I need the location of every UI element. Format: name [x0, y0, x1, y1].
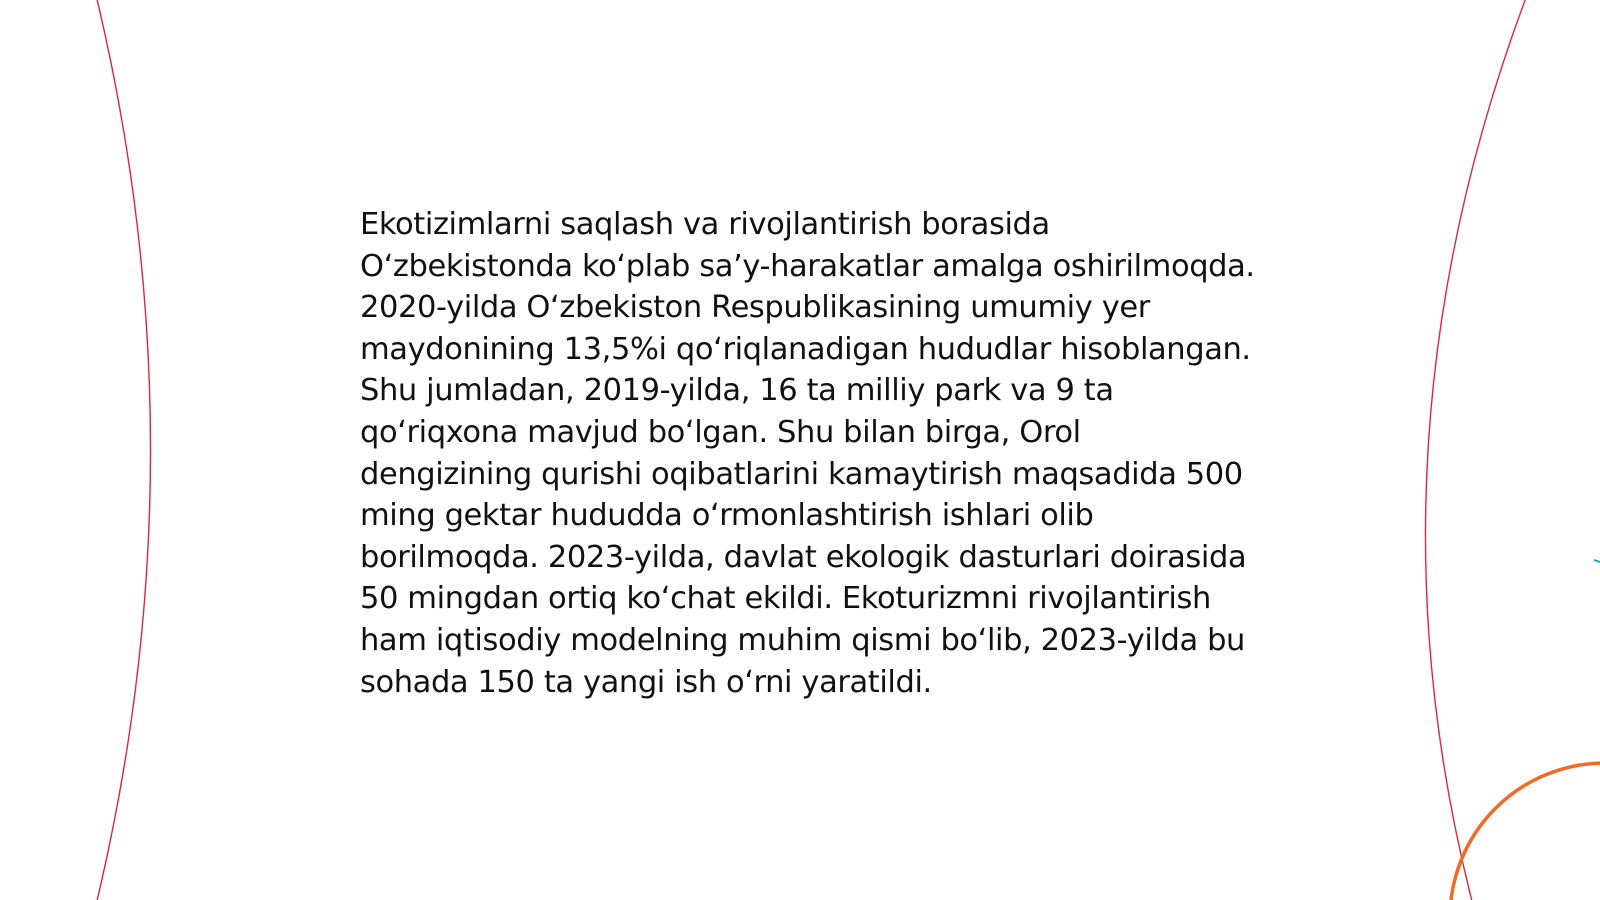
right-arc-curve — [1425, 0, 1527, 900]
teal-tick-accent — [1594, 560, 1600, 562]
body-paragraph: Ekotizimlarni saqlash va rivojlantirish borasida O‘zbekistonda ko‘plab sa’y-harakatlar amalga oshirilmoqda. 2020-yilda O‘zbekiston Respublikasining umumiy yer maydonining 13,5%i qo‘riqlanadigan hududlar hisoblangan. Shu jumladan, 2019-yilda, 16 ta milliy park va 9 ta qo‘riqxona mavjud bo‘lgan. Shu bilan birga, Orol dengizining qurishi oqibatlarini kamaytirish maqsadida 500 ming gektar hududda o‘rmonlashtirish ishlari olib borilmoqda. 2023-yilda, davlat ekologik dasturlari doirasida 50 mingdan ortiq ko‘chat ekildi. Ekoturizmni rivojlantirish ham iqtisodiy modelning muhim qismi bo‘lib, 2023-yilda bu sohada 150 ta yangi ish o‘rni yaratildi. — [360, 207, 1255, 700]
left-arc-curve — [96, 0, 151, 900]
orange-circle-accent — [1450, 763, 1600, 900]
